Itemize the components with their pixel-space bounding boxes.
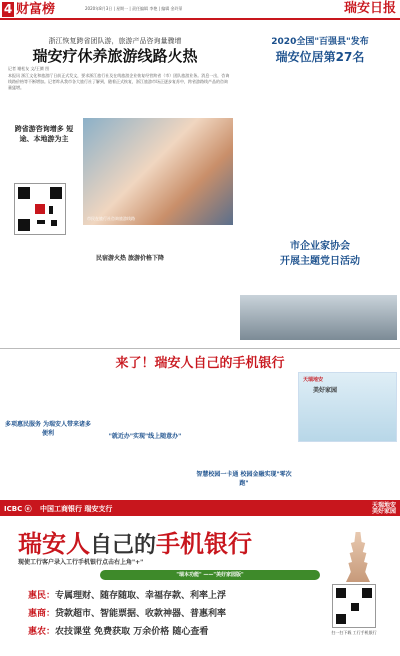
ranking-kicker: 2020全国"百强县"发布 <box>271 37 369 47</box>
ad-instruction: 现使工行客户录入工行手机银行点击右上角"+" <box>18 559 144 566</box>
association-kicker: 市企业家协会 <box>290 241 350 252</box>
article-text-block <box>8 150 78 180</box>
bank-advertisement[interactable] <box>0 500 400 656</box>
association-headline[interactable]: 开展主题党日活动 <box>280 256 360 267</box>
ad-row-label: 惠商： <box>28 609 56 619</box>
illustration-subtitle: 美好家园 <box>313 387 338 394</box>
ad-slogan-1: 天瑞地安 <box>371 502 396 509</box>
section-title: 财富榜 <box>16 2 56 17</box>
page-header <box>0 0 400 20</box>
ad-qr-caption: 扫一扫下载 工行手机银行 <box>331 630 377 635</box>
ad-row-text: 贷款超市、智能票据、收款神器、普惠利率 <box>55 609 227 619</box>
illustration-title: 天瑞地安 <box>303 377 324 383</box>
ranking-headline[interactable]: 瑞安位居第27名 <box>275 50 365 64</box>
subhead-online: "就近办"实现"线上随意办" <box>108 433 182 440</box>
ad-title-b: 自己的 <box>90 532 157 558</box>
divider <box>0 348 400 349</box>
issue-meta: 2020年8月3日 | 星期一 | 责任编辑 李艳 | 编辑 金玲莱 <box>85 6 183 11</box>
qr-code[interactable] <box>14 183 66 235</box>
ad-title <box>18 524 252 559</box>
meeting-photo <box>240 295 397 340</box>
ad-row-text: 专属理财、随存随取、幸福存款、利率上浮 <box>55 591 227 601</box>
subhead-campus: 智慧校园一卡通 校园金融实现"零次跑" <box>196 471 292 487</box>
masthead-logo: 瑞安日报 <box>343 1 396 16</box>
ad-row-business <box>28 606 226 619</box>
ad-row-label: 惠民： <box>28 591 56 601</box>
bank-name: 中国工商银行 瑞安支行 <box>40 505 113 513</box>
ad-row-minsheng <box>28 588 226 601</box>
article-text-block <box>8 95 78 120</box>
top-story-headline[interactable]: 瑞安疗休养旅游线路火热 <box>32 47 198 65</box>
subhead-homestay: 民宿游火热 旅游价格下降 <box>95 255 165 262</box>
bank-story-headline[interactable]: 来了！瑞安人自己的手机银行 <box>115 356 285 371</box>
ad-qr-code[interactable] <box>332 584 376 628</box>
subhead-cross-province: 跨省游咨询增多 短途、本地游为主 <box>14 125 74 143</box>
mobile-bank-illustration <box>298 372 397 442</box>
top-story-kicker: 浙江恢复跨省团队游，旅游产品咨询量骤增 <box>48 37 182 45</box>
top-story-byline: 记者 谢松友 文/王腾 图 <box>8 66 50 71</box>
ad-row-text: 农技课堂 免费获取 万余价格 随心查看 <box>55 627 209 637</box>
ad-title-c: 手机银行 <box>156 529 253 558</box>
travel-agency-photo <box>83 118 233 225</box>
page-number: 4 <box>3 2 13 16</box>
ad-slogan-2: 美好家园 <box>371 508 396 515</box>
icbc-logo: ICBC ⓔ <box>4 505 32 513</box>
photo-caption: 市民在旅行社咨询旅游线路 <box>87 216 135 221</box>
ad-feature-bar: "瑞本功能" ——"美好家园版" <box>100 570 320 580</box>
ad-title-a: 瑞安人 <box>18 529 90 558</box>
ad-slogan <box>372 503 396 515</box>
subhead-services: 多项惠民服务 为瑞安人带来诸多便利 <box>4 421 92 437</box>
ad-row-agri <box>28 624 208 637</box>
ad-row-label: 惠农： <box>28 627 56 637</box>
pagoda-illustration <box>346 532 370 582</box>
top-story-lead: 本报讯 浙江文化和旅游厅日前正式发文，要求浙江旅行社及在线旅游企业恢复经营跨省（市）团队旅游业务。消息一出，咨询线路价格等不断增加。记者昨从我市各大旅行社了解到，随着正式恢复，浙江旅游市场正逐步复苏中，跨省游路线产品的咨询量猛增。 <box>8 73 230 90</box>
